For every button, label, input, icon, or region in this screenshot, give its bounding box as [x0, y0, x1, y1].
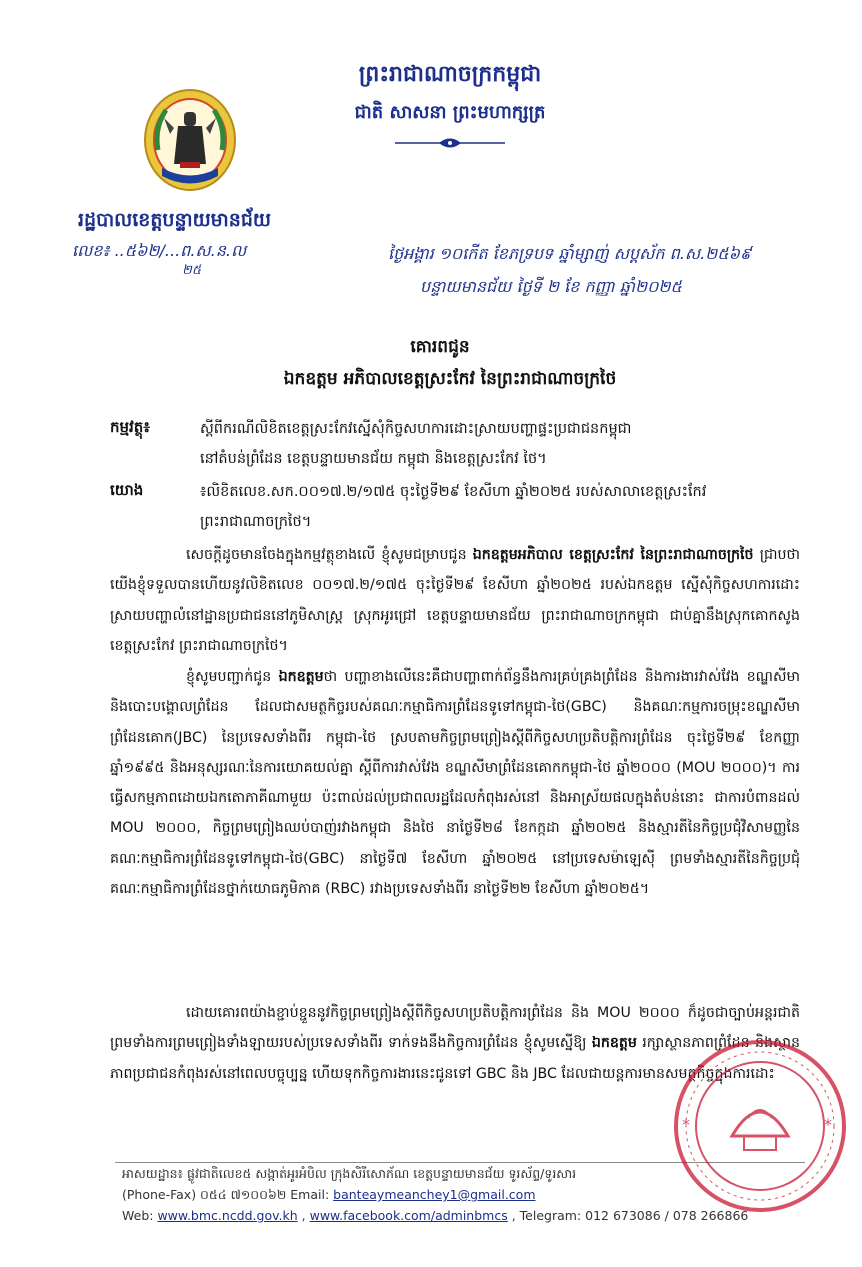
subject-line-2: នៅតំបន់ព្រំដែន ខេត្តបន្ទាយមានជ័យ កម្ពុជា និងខេត្តស្រះកែវ ថៃ។	[200, 451, 547, 467]
solar-date: បន្ទាយមានជ័យ ថ្ងៃទី ២ ខែ កញ្ញា ឆ្នាំ២០២៥	[420, 277, 682, 296]
body-p2-addressee: ឯកឧត្តម	[278, 669, 324, 685]
reference-year: ២៥	[182, 263, 202, 278]
footer-web-separator: ,	[297, 1208, 310, 1223]
footer-phone-email	[122, 1187, 536, 1206]
body-p3-text-a: ដោយគោរពយ៉ាងខ្ជាប់ខ្ជួននូវកិច្ចព្រមព្រៀងស្តីពីកិច្ចសហប្រតិបត្តិការព្រំដែន និង MOU ២០០០ ក៏ដូចជាច្បាប់អន្តរជាតិ ព្រមទាំងការព្រមព្រៀងទាំងឡាយរបស់ប្រទេសទាំងពីរ ទាក់ទងនឹងកិច្ចការព្រំដែន ខ្ញុំសូមស្នើឱ្យ	[110, 1005, 800, 1052]
body-p2-text-c: ថា បញ្ហាខាងលើនេះគឺជាបញ្ហាពាក់ព័ន្ធនឹងការគ្រប់គ្រងព្រំដែន និងការងារវាស់វែង ខណ្ឌសីមានិងបោះបង្គោលព្រំដែន ដែលជាសមត្ថកិច្ចរបស់គណៈកម្មាធិការព្រំដែនទូទៅកម្ពុជា-ថៃ(GBC) និងគណៈកម្មការចម្រុះខណ្ឌសីមាព្រំដែនគោក(JBC) នៃប្រទេសទាំងពីរ កម្ពុជា-ថៃ ស្របតាមកិច្ចព្រមព្រៀងស្តីពីកិច្ចសហប្រតិបត្តិការព្រំដែន ចុះថ្ងៃទី២៩ ខែកញ្ញា ឆ្នាំ១៩៩៥ និងអនុស្សរណៈនៃការយោគយល់គ្នា ស្តីពីការវាស់វែង ខណ្ឌសីមាព្រំដែនគោកកម្ពុជា-ថៃ ឆ្នាំ២០០០ (MOU ២០០០)។ ការធ្វើសកម្មភាពដោយឯកតោភាគីណាមួយ ប៉ះពាល់ដល់ប្រជាពលរដ្ឋដែលកំពុងរស់នៅ និងអាស្រ័យផលក្នុងតំបន់នោះ ជាការបំពានដល់ MOU ២០០០, កិច្ចព្រមព្រៀងឈប់បាញ់រវាងកម្ពុជា និងថៃ នាថ្ងៃទី២៨ ខែកក្កដា ឆ្នាំ២០២៥ និងស្មារតីនៃកិច្ចប្រជុំវិសាមញ្ញនៃគណៈកម្មាធិការព្រំដែនទូទៅកម្ពុជា-ថៃ(GBC) នាថ្ងៃទី៧ ខែសីហា ឆ្នាំ២០២៥ នៅប្រទេសម៉ាឡេស៊ី ព្រមទាំងស្មារតីនៃកិច្ចប្រជុំគណៈកម្មាធិការព្រំដែនថ្នាក់យោធភូមិភាគ (RBC) រវាងប្រទេសទាំងពីរ នាថ្ងៃទី២២ ខែសីហា ឆ្នាំ២០២៥។	[110, 669, 800, 898]
body-p3-addressee: ឯកឧត្តម	[591, 1035, 637, 1052]
footer-web	[122, 1208, 748, 1223]
reference-label: យោង	[110, 481, 144, 499]
provincial-seal-icon	[140, 88, 240, 198]
body-p1-addressee: ឯកឧត្តមអភិបាល ខេត្តស្រះកែវ នៃព្រះរាជាណាចក្រថៃ	[472, 547, 754, 563]
footer-telegram: , Telegram: 012 673086 / 078 266866	[507, 1208, 749, 1223]
addressee: ឯកឧត្តម អភិបាលខេត្តស្រះកែវ នៃព្រះរាជាណាចក្រថៃ	[283, 369, 617, 389]
subject-line-1: ស្តីពីករណីលិខិតខេត្តស្រះកែវស្នើសុំកិច្ចសហការដោះស្រាយបញ្ហាផ្ទះប្រជាជនកម្ពុជា	[200, 421, 632, 437]
body-p2-text-a: ខ្ញុំសូមបញ្ជាក់ជូន	[186, 669, 279, 685]
subject-label: កម្មវត្ថុ៖	[110, 418, 150, 436]
body-p1-text-c: ជ្រាបថា យើងខ្ញុំទទួលបានហើយនូវលិខិតលេខ ០០១៧.២/១៧៥ ចុះថ្ងៃទី២៩ ខែសីហា ឆ្នាំ២០២៥ របស់ឯកឧត្តម ស្នើសុំកិច្ចសហការដោះស្រាយបញ្ហាលំនៅដ្ឋានប្រជាជននៅភូមិសាស្រ្ត ស្រុកអូរជ្រៅ ខេត្តបន្ទាយមានជ័យ ព្រះរាជាណាចក្រកម្ពុជា ជាប់គ្នានឹងស្រុកគោកសូង ខេត្តស្រះកែវ ព្រះរាជាណាចក្រថៃ។	[110, 547, 800, 654]
body-paragraph-1	[110, 540, 800, 660]
reference-number: លេខ៖ ..៥៦២/...ព.ស.ន.ល	[72, 241, 247, 260]
footer-facebook-link[interactable]: www.facebook.com/adminbmcs	[309, 1208, 508, 1223]
svg-text:*: *	[682, 1115, 690, 1134]
ornament-divider-icon	[395, 136, 505, 150]
reference-line-2: ព្រះរាជាណាចក្រថៃ។	[200, 514, 312, 530]
footer-address: អាសយដ្ឋាន៖ ផ្លូវជាតិលេខ៥ សង្កាត់អូរអំបិល ក្រុងសិរីសោភ័ណ ខេត្តបន្ទាយមានជ័យ ទូរស័ព្ទ/ទូរសារ	[122, 1166, 577, 1181]
salutation: គោរពជូន	[410, 337, 470, 357]
national-motto: ជាតិ សាសនា ព្រះមហាក្សត្រ	[354, 102, 546, 123]
kingdom-title: ព្រះរាជាណាចក្រកម្ពុជា	[358, 62, 542, 87]
body-p3-text-c: រក្សាស្ថានភាពព្រំដែន និងស្ថានភាពប្រជាជនកំពុងរស់នៅពេលបច្ចុប្បន្ន ហើយទុកកិច្ចការងារនេះជូនទៅ GBC និង JBC ដែលជាយន្តការមានសមត្ថកិច្ចក្នុងការដោះ	[110, 1035, 800, 1082]
provincial-administration: រដ្ឋបាលខេត្តបន្ទាយមានជ័យ	[78, 209, 271, 231]
body-paragraph-2	[110, 662, 800, 964]
reference-line-1: ៖លិខិតលេខ.សក.០០១៧.២/១៧៥ ចុះថ្ងៃទី២៩ ខែសីហា ឆ្នាំ២០២៥ របស់សាលាខេត្តស្រះកែវ	[200, 484, 707, 500]
body-p1-text-a: សេចក្តីដូចមានចែងក្នុងកម្មវត្ថុខាងលើ ខ្ញុំសូមជម្រាបជូន	[186, 547, 473, 563]
footer-web-label: Web:	[122, 1208, 158, 1223]
footer-phone: (Phone-Fax) ០៥៤ ៧១០០៦២ Email:	[122, 1187, 334, 1202]
footer-email-link[interactable]: banteaymeanchey1@gmail.com	[333, 1187, 536, 1202]
footer-website-link[interactable]: www.bmc.ncdd.gov.kh	[157, 1208, 298, 1223]
svg-text:*: *	[824, 1115, 832, 1134]
official-stamp-icon	[672, 1038, 848, 1214]
lunar-date: ថ្ងៃអង្គារ ១០កើត ខែភទ្របទ ឆ្នាំម្សាញ់ សប្តស័ក ព.ស.២៥៦៩	[388, 244, 752, 263]
